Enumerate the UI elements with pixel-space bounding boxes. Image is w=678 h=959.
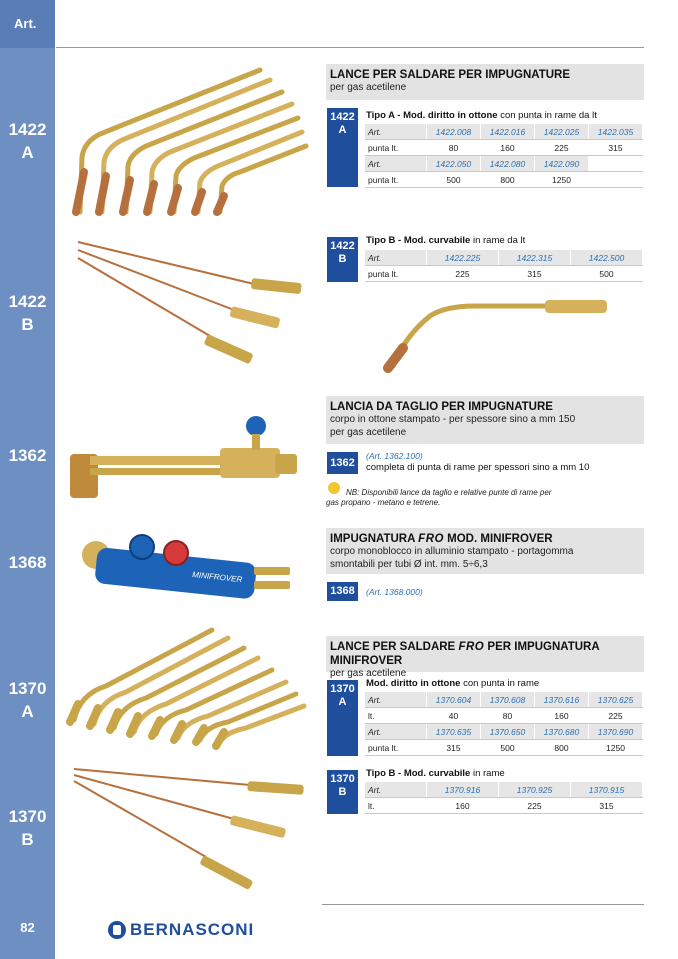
sidebar-code-1370b: 1370 B: [8, 807, 47, 849]
table-row: punta lt. 225 315 500: [365, 266, 643, 282]
table-row: Art. 1422.225 1422.315 1422.500: [365, 250, 643, 266]
table-row: lt. 160 225 315: [365, 798, 643, 814]
section-title: IMPUGNATURA FRO MOD. MINIFROVER: [330, 533, 553, 545]
note-nb: NB: Disponibili lance da taglio e relative punte di rame per gas propano - metano e tetrene.: [326, 488, 552, 507]
section-header-lance-fro: [326, 636, 644, 679]
badge-1370a: 1370 A: [327, 680, 358, 756]
badge-1368: 1368: [327, 582, 358, 601]
table-row: Art. 1370.916 1370.925 1370.915: [365, 782, 643, 798]
section-subtitle-1: corpo in ottone stampato - per spessore sino a mm 150: [330, 414, 576, 425]
table-row: punta lt. 500 800 1250: [365, 172, 643, 188]
torch-tips-1370a-image: [66, 624, 312, 754]
section-title: LANCIA DA TAGLIO PER IMPUGNATURE: [330, 401, 553, 413]
torch-tips-1422b-image: [74, 238, 310, 368]
table-row: lt. 40 80 160 225: [365, 708, 643, 724]
handle-body-label: MINIFROVER: [191, 570, 243, 585]
subtitle-1370b: Tipo B - Mod. curvabile in rame: [366, 768, 505, 779]
table-row: Art. 1370.635 1370.650 1370.680 1370.690: [365, 724, 643, 740]
brand-logo: [108, 920, 254, 940]
spec-table-1422b: [365, 250, 643, 282]
badge-1422a: 1422 A: [327, 108, 358, 187]
spec-table-1370a: [365, 692, 643, 756]
badge-1422b: 1422 B: [327, 237, 358, 282]
section-title: LANCE PER SALDARE FRO PER IMPUGNATURA MINIFROVER: [330, 641, 600, 667]
subtitle-1422b: Tipo B - Mod. curvabile in rame da lt: [366, 235, 526, 246]
section-header-lance-saldare: [326, 64, 644, 100]
sidebar-code-1368: 1368: [8, 553, 47, 572]
torch-tips-1422a-image: [70, 62, 310, 217]
section-subtitle-1: corpo monoblocco in alluminio stampato - portagomma: [330, 546, 574, 557]
cutting-torch-1362-image: [70, 412, 310, 507]
section-header-lancia-taglio: [326, 396, 644, 444]
sidebar-header: [0, 0, 55, 48]
art-ref-1368: (Art. 1368.000): [366, 587, 423, 597]
spec-table-1422a: [365, 124, 643, 188]
badge-1362: 1362: [327, 452, 358, 474]
sidebar-code-1422b: 1422 B: [8, 292, 47, 334]
section-title: LANCE PER SALDARE PER IMPUGNATURE: [330, 69, 571, 81]
table-row: Art. 1422.050 1422.080 1422.090: [365, 156, 643, 172]
spec-table-1370b: [365, 782, 643, 814]
section-subtitle: per gas acetilene: [330, 82, 407, 93]
handle-1368-image: [78, 533, 298, 603]
sidebar-code-1370a: 1370 A: [8, 679, 47, 721]
sidebar-code-1422a: 1422 A: [8, 120, 47, 162]
page-number: 82: [20, 920, 35, 935]
bottom-divider: [322, 904, 644, 905]
sidebar-code-1362: 1362: [8, 446, 47, 465]
product-desc-1362: [366, 450, 589, 474]
badge-1370b: 1370 B: [327, 770, 358, 814]
section-subtitle-2: smontabili per tubi Ø int. mm. 5÷6,3: [330, 558, 488, 570]
sidebar-header-label: Art.: [14, 16, 37, 31]
desc-1362: completa di punta di rame per spessori sino a mm 10: [366, 462, 590, 473]
section-subtitle-2: per gas acetilene: [330, 426, 407, 438]
table-row: Art. 1422.008 1422.016 1422.025 1422.035: [365, 124, 643, 140]
torch-tip-curved-1422b-image: [385, 296, 615, 376]
section-header-impugnatura: [326, 528, 644, 574]
table-row: punta lt. 315 500 800 1250: [365, 740, 643, 756]
section-subtitle: per gas acetilene: [330, 668, 407, 679]
table-row: punta lt. 80 160 225 315: [365, 140, 643, 156]
torch-tips-1370b-image: [70, 765, 310, 893]
brand-logo-icon: [108, 921, 126, 939]
brand-name: BERNASCONI: [130, 920, 255, 939]
table-row: Art. 1370.604 1370.608 1370.616 1370.625: [365, 692, 643, 708]
top-divider: [56, 47, 644, 48]
subtitle-1422a: Tipo A - Mod. diritto in ottone con punta in rame da lt: [366, 110, 597, 121]
art-ref-1362: (Art. 1362.100): [366, 451, 423, 461]
subtitle-1370a: Mod. diritto in ottone con punta in rame: [366, 678, 540, 689]
